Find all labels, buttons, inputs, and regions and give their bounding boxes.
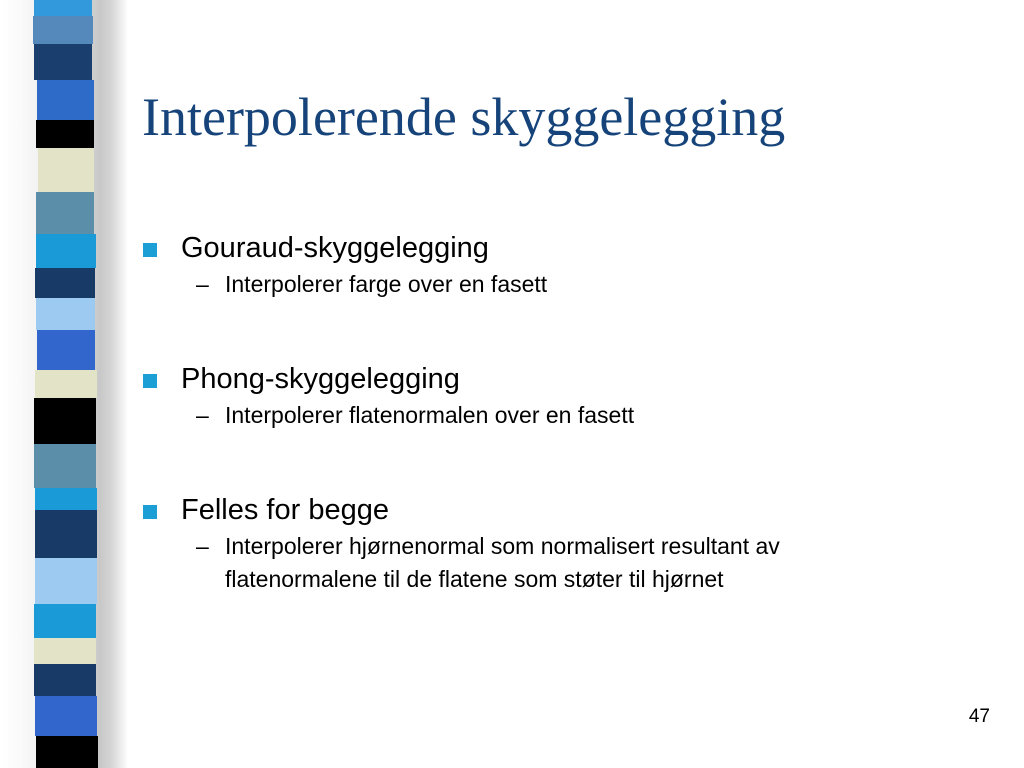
- square-bullet-icon: [143, 374, 157, 388]
- bullet-item: [143, 359, 983, 399]
- sub-bullet-label: Interpolerer flatenormalen over en fasett: [225, 402, 635, 428]
- stripe-segment: [36, 234, 96, 268]
- decorative-stripe: [0, 0, 128, 768]
- sub-bullet-label: Interpolerer farge over en fasett: [225, 271, 548, 297]
- stripe-segment: [35, 488, 97, 510]
- page-number: 47: [968, 706, 990, 727]
- stripe-segment: [36, 120, 94, 148]
- stripe-segment: [34, 444, 96, 488]
- sub-bullet-line: flatenormalene til de flatene som støter til hjørnet: [225, 566, 724, 592]
- bullet-list: [143, 228, 983, 596]
- bullet-label: Phong-skyggelegging: [181, 363, 460, 395]
- stripe-segment: [34, 604, 96, 638]
- sub-bullet-item: [143, 399, 983, 432]
- stripe-segment: [35, 696, 97, 736]
- stripe-segment: [35, 558, 97, 604]
- stripe-segment: [34, 398, 96, 444]
- bullet-item: [143, 228, 983, 268]
- stripe-segment: [38, 148, 94, 192]
- slide-title: Interpolerende skyggelegging: [142, 87, 786, 147]
- bullet-label: Felles for begge: [181, 494, 389, 526]
- stripe-segment: [36, 298, 95, 330]
- stripe-segment: [36, 736, 98, 768]
- bullet-label: Gouraud-skyggelegging: [181, 232, 489, 264]
- sub-bullet-item: [143, 530, 983, 596]
- bullet-item: [143, 490, 983, 530]
- stripe-segment: [35, 268, 95, 298]
- stripe-segment: [34, 664, 96, 696]
- stripe-segment: [34, 638, 96, 664]
- stripe-segment: [37, 80, 94, 120]
- dash-bullet-icon: –: [196, 271, 209, 297]
- dash-bullet-icon: –: [196, 533, 209, 559]
- stripe-segment: [35, 370, 97, 398]
- dash-bullet-icon: –: [196, 402, 209, 428]
- stripe-segment: [36, 192, 94, 234]
- stripe-segment: [33, 16, 93, 44]
- sub-bullet-line: Interpolerer hjørnenormal som normalisert resultant av: [225, 533, 780, 559]
- stripe-segment: [35, 510, 97, 558]
- stripe-segment: [34, 44, 92, 80]
- stripe-segment: [34, 0, 92, 16]
- square-bullet-icon: [143, 505, 157, 519]
- stripe-segment: [37, 330, 95, 370]
- square-bullet-icon: [143, 243, 157, 257]
- sub-bullet-item: [143, 268, 983, 301]
